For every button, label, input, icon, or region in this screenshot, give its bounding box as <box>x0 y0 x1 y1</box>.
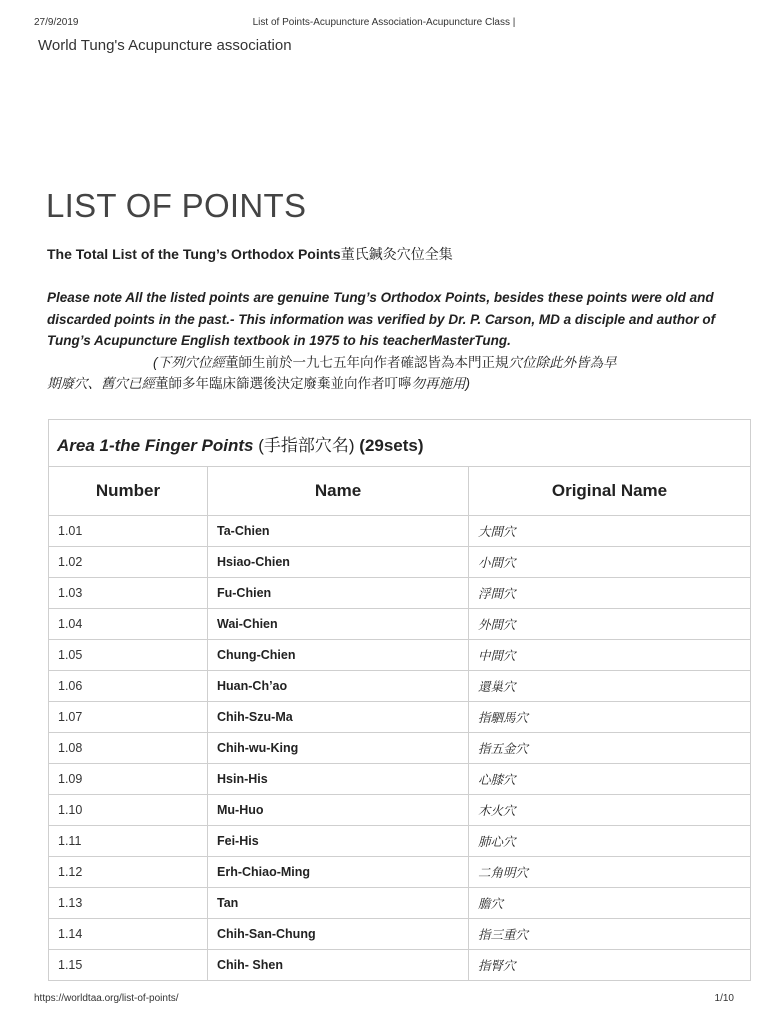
point-name: Huan-Ch’ao <box>208 671 469 702</box>
point-name: Chih-San-Chung <box>208 919 469 950</box>
page-url: https://worldtaa.org/list-of-points/ <box>34 993 179 1004</box>
subtitle-en: The Total List of the Tung’s Orthodox Points <box>47 246 341 262</box>
table-row <box>49 516 751 547</box>
table-row <box>49 609 751 640</box>
point-name: Chung-Chien <box>208 640 469 671</box>
header-original-name: Original Name <box>469 467 751 516</box>
point-original-name: 肺心穴 <box>469 826 751 857</box>
point-number: 1.15 <box>49 950 208 981</box>
point-original-name: 指三重穴 <box>469 919 751 950</box>
area-title-row <box>49 420 751 467</box>
area-title-cell <box>49 420 751 467</box>
note-zh-part: 勿再施用 <box>411 376 466 391</box>
header-number: Number <box>49 467 208 516</box>
page-title: LIST OF POINTS <box>46 187 307 224</box>
point-number: 1.10 <box>49 795 208 826</box>
point-number: 1.02 <box>49 547 208 578</box>
point-name: Fei-His <box>208 826 469 857</box>
print-header <box>0 17 768 31</box>
area-title-zh: (手指部穴名) <box>258 435 355 455</box>
area-title: Area 1-the Finger Points <box>57 435 254 455</box>
table-row <box>49 578 751 609</box>
point-original-name: 指駟馬穴 <box>469 702 751 733</box>
point-original-name: 還巢穴 <box>469 671 751 702</box>
print-date: 27/9/2019 <box>34 17 79 28</box>
point-number: 1.07 <box>49 702 208 733</box>
table-row <box>49 671 751 702</box>
point-name: Hsin-His <box>208 764 469 795</box>
note-zh-part: 董師生前於一九七五年向作者確認皆為本門正規 <box>225 354 509 370</box>
point-name: Erh-Chiao-Ming <box>208 857 469 888</box>
point-original-name: 指腎穴 <box>469 950 751 981</box>
point-number: 1.01 <box>49 516 208 547</box>
point-number: 1.13 <box>49 888 208 919</box>
point-original-name: 小間穴 <box>469 547 751 578</box>
point-original-name: 膽穴 <box>469 888 751 919</box>
point-name: Chih-wu-King <box>208 733 469 764</box>
point-original-name: 外間穴 <box>469 609 751 640</box>
table-row <box>49 888 751 919</box>
table-row <box>49 950 751 981</box>
print-title: List of Points-Acupuncture Association-Acupuncture Class | <box>252 17 516 28</box>
point-number: 1.06 <box>49 671 208 702</box>
point-number: 1.12 <box>49 857 208 888</box>
table-row <box>49 547 751 578</box>
note-zh-line-2 <box>47 373 737 395</box>
subtitle-zh: 董氏鍼灸穴位全集 <box>340 246 453 262</box>
note-zh-part: ) <box>465 376 470 391</box>
table-row <box>49 857 751 888</box>
point-original-name: 中間穴 <box>469 640 751 671</box>
header-name: Name <box>208 467 469 516</box>
print-footer <box>0 993 768 1007</box>
point-name: Wai-Chien <box>208 609 469 640</box>
point-original-name: 大間穴 <box>469 516 751 547</box>
point-number: 1.04 <box>49 609 208 640</box>
table-row <box>49 764 751 795</box>
point-name: Hsiao-Chien <box>208 547 469 578</box>
point-name: Fu-Chien <box>208 578 469 609</box>
point-name: Mu-Huo <box>208 795 469 826</box>
note-zh-line-1 <box>47 352 737 374</box>
point-number: 1.14 <box>49 919 208 950</box>
point-name: Ta-Chien <box>208 516 469 547</box>
note-zh-part: 穴位除此外皆為早 <box>508 354 617 370</box>
point-number: 1.08 <box>49 733 208 764</box>
header-row <box>49 467 751 516</box>
table-row <box>49 702 751 733</box>
point-number: 1.11 <box>49 826 208 857</box>
point-original-name: 二角明穴 <box>469 857 751 888</box>
point-number: 1.03 <box>49 578 208 609</box>
point-original-name: 木火穴 <box>469 795 751 826</box>
table-row <box>49 733 751 764</box>
verification-note <box>47 287 737 395</box>
page-number: 1/10 <box>714 993 734 1004</box>
point-number: 1.09 <box>49 764 208 795</box>
note-english: Please note All the listed points are genuine Tung’s Orthodox Points, besides these points were old and discarded points in the past.- This information was verified by Dr. P. Carson, MD a disciple and author of Tung’s Acupuncture English textbook in 1975 to his teacherMasterTung. <box>47 290 716 348</box>
note-zh-part: 期廢穴、舊穴已經 <box>47 376 155 391</box>
subtitle <box>47 244 453 264</box>
note-zh-part: 董師多年臨床篩選後決定廢棄並向作者叮嚀 <box>155 376 412 391</box>
point-number: 1.05 <box>49 640 208 671</box>
site-name-link[interactable]: World Tung's Acupuncture association <box>38 37 292 54</box>
table-row <box>49 919 751 950</box>
point-original-name: 指五金穴 <box>469 733 751 764</box>
point-name: Chih- Shen <box>208 950 469 981</box>
point-name: Tan <box>208 888 469 919</box>
table-row <box>49 640 751 671</box>
table-row <box>49 826 751 857</box>
point-original-name: 浮間穴 <box>469 578 751 609</box>
point-name: Chih-Szu-Ma <box>208 702 469 733</box>
point-original-name: 心膝穴 <box>469 764 751 795</box>
table-row <box>49 795 751 826</box>
area-count: (29sets) <box>359 435 424 455</box>
points-table <box>48 419 751 981</box>
note-zh-part: (下列穴位經 <box>153 354 225 370</box>
